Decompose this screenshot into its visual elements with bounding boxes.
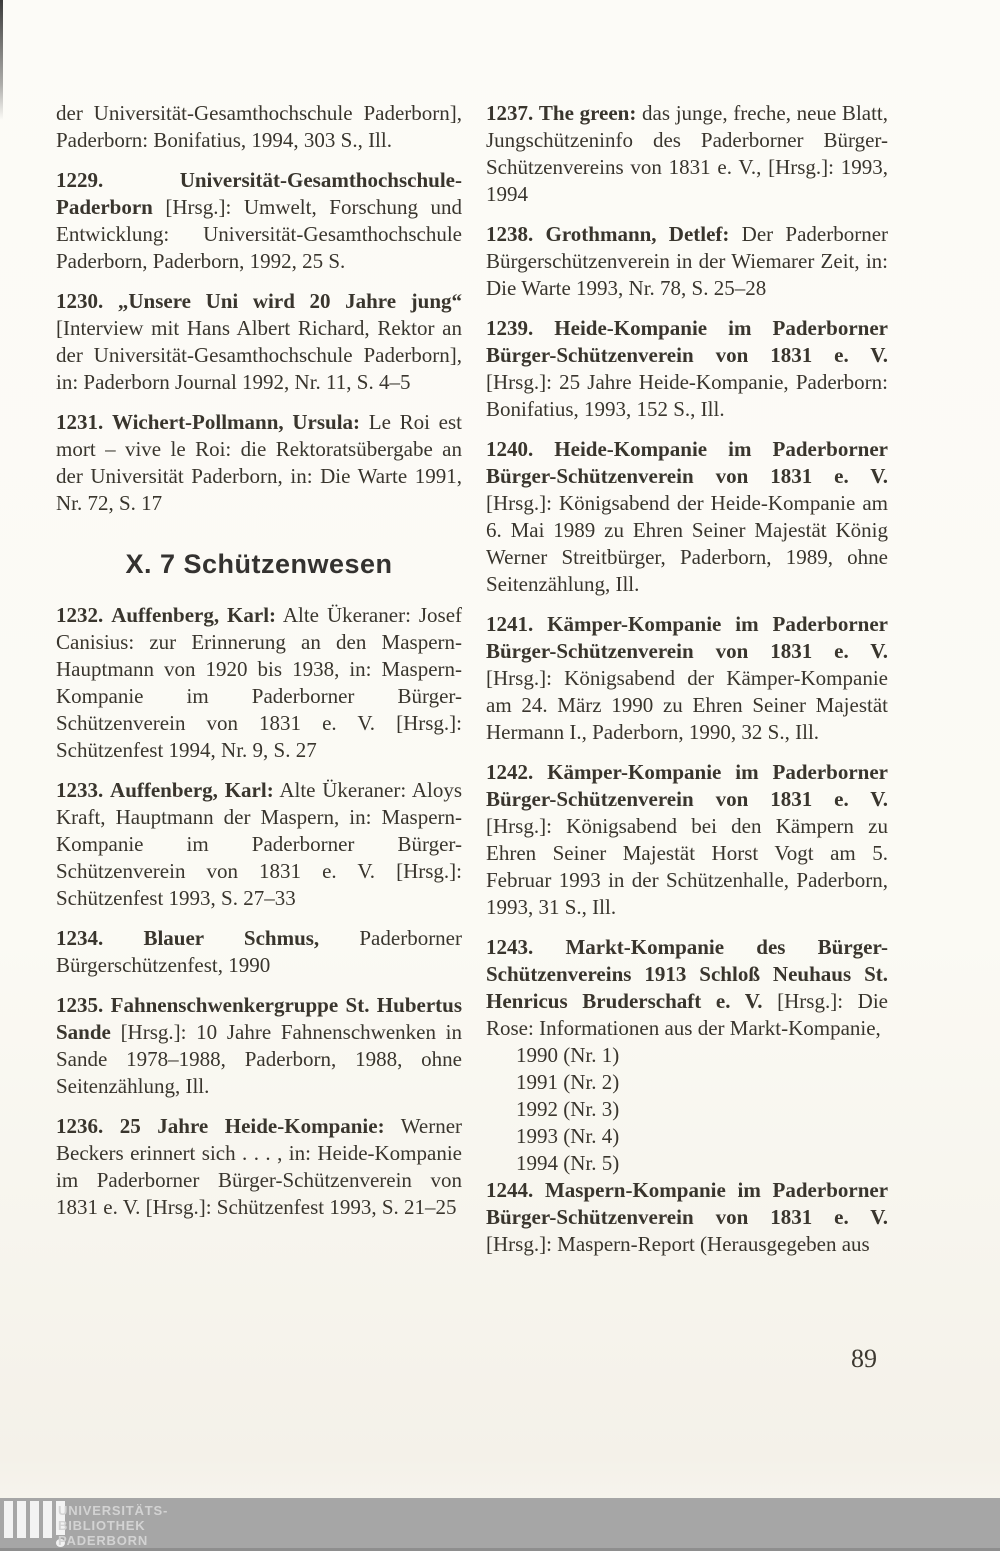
entry-body: Alte Ükeraner: Aloys Kraft, Hauptmann der Maspern, in: Maspern-Kompanie im Paderborner Bürger-Schützenverein von 1831 e. V. [Hrsg.]: Schützenfest 1993, S. 27–33 — [56, 778, 463, 910]
entry-number: 1230. — [56, 289, 104, 313]
entry-body: der Universität-Gesamthochschule Paderborn], Paderborn: Bonifatius, 1994, 303 S., Ill. — [56, 101, 462, 152]
bib-entry-1237 — [486, 100, 888, 208]
entry-head: Grothmann, Detlef: — [545, 222, 730, 246]
entry-body: Le Roi est mort – vive le Roi: die Rektoratsübergabe an der Universität Paderborn, in: Die Warte 1991, Nr. 72, S. 17 — [56, 410, 462, 515]
entry-body: [Hrsg.]: Königsabend der Heide-Kompanie am 6. Mai 1989 zu Ehren Seiner Majestät König Werner Streitbürger, Paderborn, 1989, ohne Seitenzählung, Ill. — [486, 491, 888, 596]
entry-body: [Hrsg.]: Königsabend bei den Kämpern zu Ehren Seiner Majestät Horst Vogt am 5. Februar 1993 in der Schützenhalle, Paderborn, 1993, 31 S., Ill. — [486, 814, 888, 919]
bib-entry-1232 — [56, 602, 462, 764]
entry-number: 1234. — [56, 926, 104, 950]
entry-number: 1244. — [486, 1178, 534, 1202]
entry-head: Fahnenschwenkergruppe St. Hubertus Sande — [56, 993, 462, 1044]
entry-head: Blauer Schmus, — [143, 926, 320, 950]
bib-entry-1242 — [486, 759, 888, 921]
entry-head: 25 Jahre Heide-Kompanie: — [119, 1114, 385, 1138]
bib-entry-1229 — [56, 167, 462, 275]
entry-body: Werner Beckers erinnert sich . . . , in: Heide-Kompanie im Paderborner Bürger-Schützenverein von 1831 e. V. [Hrsg.]: Schützenfest 1993, S. 21–25 — [56, 1114, 463, 1219]
issue-list-item: 1993 (Nr. 4) — [516, 1124, 620, 1148]
logo-bar — [17, 1501, 26, 1538]
library-logo-icon — [4, 1501, 66, 1549]
entry-head: Kämper-Kompanie im Paderborner Bürger-Schützenverein von 1831 e. V. — [486, 612, 888, 663]
bib-entry-1244 — [486, 1177, 888, 1258]
entry-head: Auffenberg, Karl: — [111, 603, 277, 627]
entry-head: Heide-Kompanie im Paderborner Bürger-Schützenverein von 1831 e. V. — [486, 316, 889, 367]
section-heading: X. 7 Schützenwesen — [125, 549, 393, 579]
library-name-line1: UNIVERSITÄTS- — [58, 1503, 169, 1518]
bib-entry-1238 — [486, 221, 888, 302]
library-name — [58, 1503, 168, 1548]
entry-number: 1232. — [56, 603, 104, 627]
logo-bar — [4, 1501, 13, 1538]
right-column — [486, 100, 888, 1271]
page-number: 89 — [851, 1344, 877, 1373]
bib-entry-1231 — [56, 409, 462, 517]
issue-list-item: 1994 (Nr. 5) — [516, 1151, 620, 1175]
entry-body: [Hrsg.]: Maspern-Report (Herausgegeben aus — [486, 1232, 870, 1256]
bib-entry-1239 — [486, 315, 888, 423]
bib-entry-1233 — [56, 777, 462, 912]
entry-head: Kämper-Kompanie im Paderborner Bürger-Schützenverein von 1831 e. V. — [486, 760, 888, 811]
entry-body: [Hrsg.]: Die Rose: Informationen aus der Markt-Kompanie, — [486, 989, 888, 1040]
entry-body: [Hrsg.]: Königsabend der Kämper-Kompanie am 24. März 1990 zu Ehren Seiner Majestät Hermann I., Paderborn, 1990, 32 S., Ill. — [486, 666, 888, 744]
entry-body: Alte Ükeraner: Josef Canisius: zur Erinnerung an den Maspern-Hauptmann von 1920 bis 1938, in: Maspern-Kompanie im Paderborner Bürger-Schützenverein von 1831 e. V. [Hrsg.]: Schützenfest 1994, Nr. 9, S. 27 — [56, 603, 463, 762]
bib-entry-continuation — [56, 100, 462, 154]
entry-number: 1243. — [486, 935, 534, 959]
library-name-line3: PADERBORN — [58, 1533, 149, 1548]
entry-body: Paderborner Bürgerschützenfest, 1990 — [56, 926, 462, 977]
entry-number: 1238. — [486, 222, 534, 246]
scan-edge-artifact — [0, 0, 3, 120]
entry-number: 1229. — [56, 168, 104, 192]
entry-number: 1235. — [56, 993, 104, 1017]
entry-head: Heide-Kompanie im Paderborner Bürger-Schützenverein von 1831 e. V. — [486, 437, 889, 488]
bib-entry-1236 — [56, 1113, 462, 1221]
issue-list-item: 1991 (Nr. 2) — [516, 1070, 620, 1094]
entry-head: Universität-Gesamthochschule-Paderborn — [56, 168, 462, 219]
entry-number: 1236. — [56, 1114, 104, 1138]
entry-body: Der Paderborner Bürgerschützenverein in der Wiemarer Zeit, in: Die Warte 1993, Nr. 78, S. 25–28 — [486, 222, 889, 300]
entry-number: 1233. — [56, 778, 104, 802]
bib-entry-1240 — [486, 436, 888, 598]
bib-entry-1234 — [56, 925, 462, 979]
left-column — [56, 100, 462, 1234]
entry-body: [Hrsg.]: 10 Jahre Fahnenschwenken in Sande 1978–1988, Paderborn, 1988, ohne Seitenzählung, Ill. — [56, 1020, 463, 1098]
entry-head: Wichert-Pollmann, Ursula: — [111, 410, 361, 434]
entry-body: das junge, freche, neue Blatt, Jungschützeninfo des Paderborner Bürger-Schützenvereins von 1831 e. V., [Hrsg.]: 1993, 1994 — [486, 101, 889, 206]
entry-number: 1241. — [486, 612, 534, 636]
entry-number: 1237. — [486, 101, 534, 125]
bib-entry-1230 — [56, 288, 462, 396]
logo-bar — [30, 1501, 39, 1538]
entry-head: Auffenberg, Karl: — [110, 778, 274, 802]
entry-head: Markt-Kompanie des Bürger-Schützenvereins 1913 Schloß Neuhaus St. Henricus Bruderschaft e. V. — [486, 935, 888, 1013]
entry-head: „Unsere Uni wird 20 Jahre jung“ — [117, 289, 463, 313]
entry-number: 1231. — [56, 410, 104, 434]
library-name-line2: BIBLIOTHEK — [58, 1518, 146, 1533]
bib-entry-1241 — [486, 611, 888, 746]
entry-body: [Hrsg.]: 25 Jahre Heide-Kompanie, Paderborn: Bonifatius, 1993, 152 S., Ill. — [486, 370, 888, 421]
entry-number: 1242. — [486, 760, 534, 784]
entry-body: [Interview mit Hans Albert Richard, Rektor an der Universität-Gesamthochschule Paderborn], in: Paderborn Journal 1992, Nr. 11, S. 4–5 — [56, 316, 462, 394]
entry-number: 1239. — [486, 316, 534, 340]
entry-head: Maspern-Kompanie im Paderborner Bürger-Schützenverein von 1831 e. V. — [486, 1178, 889, 1229]
library-footer-band — [0, 1498, 1000, 1551]
logo-bar — [43, 1501, 52, 1538]
issue-list-item: 1990 (Nr. 1) — [516, 1043, 620, 1067]
bib-entry-1243 — [486, 934, 888, 1042]
entry-body: [Hrsg.]: Umwelt, Forschung und Entwicklung: Universität-Gesamthochschule Paderborn, Paderborn, 1992, 25 S. — [56, 195, 462, 273]
entry-head: The green: — [538, 101, 637, 125]
bib-entry-1235 — [56, 992, 462, 1100]
entry-number: 1240. — [486, 437, 534, 461]
issue-list-item: 1992 (Nr. 3) — [516, 1097, 620, 1121]
